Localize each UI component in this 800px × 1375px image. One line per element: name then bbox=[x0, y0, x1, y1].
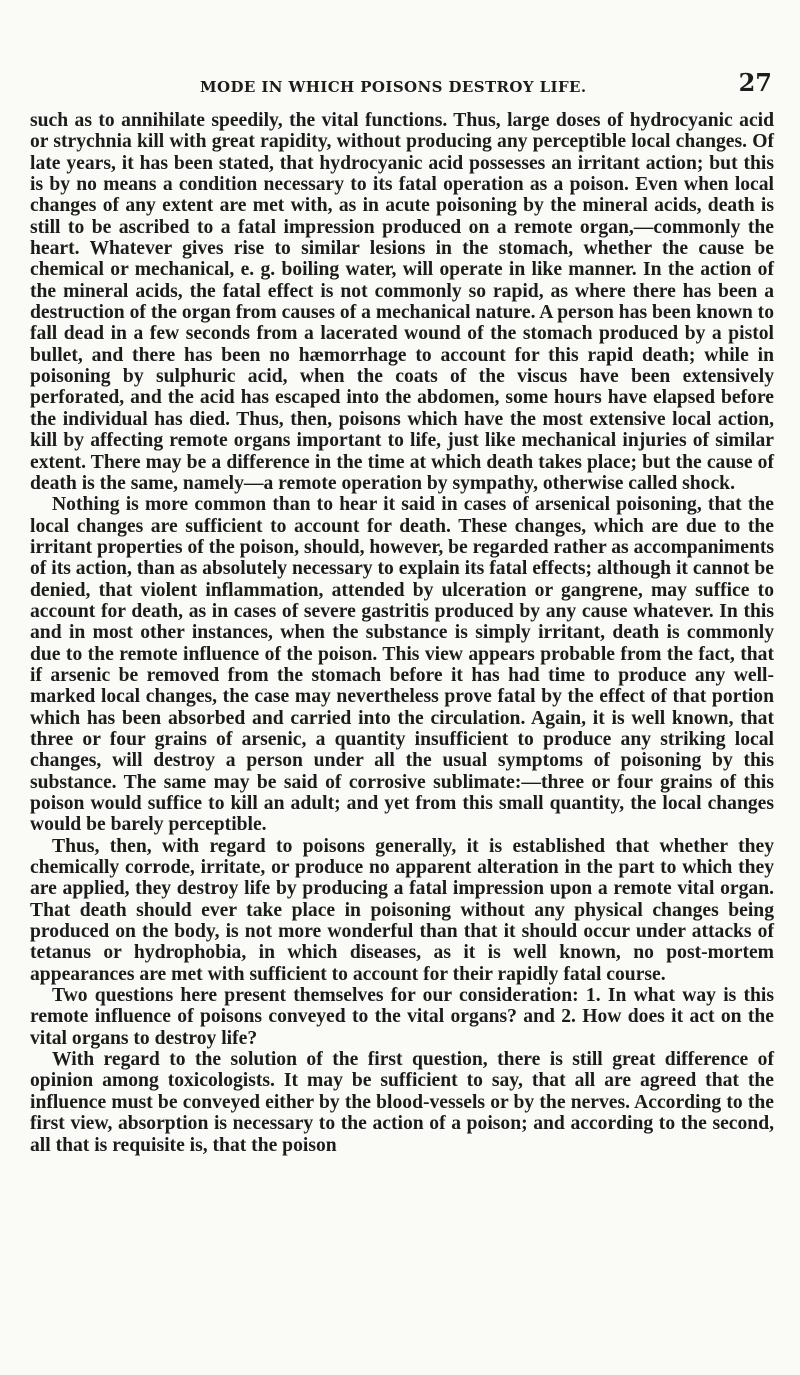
body-text bbox=[30, 110, 774, 1156]
paragraph: Thus, then, with regard to poisons generally, it is established that whether they chemically corrode, irritate, or produce no apparent alteration in the part to which they are applied, they destroy life by producing a fatal impression upon a remote vital organ. That death should ever take place in poisoning without any physical changes being produced on the body, is not more wonderful than that it should occur under attacks of tetanus or hydrophobia, in which diseases, as it is well known, no post-mortem appearances are met with sufficient to account for their rapidly fatal course. bbox=[30, 835, 774, 985]
running-title: MODE IN WHICH POISONS DESTROY LIFE. bbox=[200, 78, 587, 96]
paragraph: With regard to the solution of the first question, there is still great difference of opinion among toxicologists. It may be sufficient to say, that all are agreed that the influence must be conveyed either by the blood-vessels or by the nerves. According to the first view, absorption is necessary to the action of a poison; and according to the second, all that is requisite is, that the poison bbox=[30, 1049, 774, 1156]
paragraph: Two questions here present themselves for our consideration: 1. In what way is this remote influence of poisons conveyed to the vital organs? and 2. How does it act on the vital organs to destroy life? bbox=[30, 985, 774, 1049]
paragraph: such as to annihilate speedily, the vital functions. Thus, large doses of hydrocyanic acid or strychnia kill with great rapidity, without producing any perceptible local changes. Of late years, it has been stated, that hydrocyanic acid possesses an irritant action; but this is by no means a condition necessary to its fatal operation as a poison. Even when local changes of any extent are met with, as in acute poisoning by the mineral acids, death is still to be ascribed to a fatal impression produced on a remote organ,—commonly the heart. Whatever gives rise to similar lesions in the stomach, whether the cause be chemical or mechanical, e. g. boiling water, will operate in like manner. In the action of the mineral acids, the fatal effect is not commonly so rapid, as where there has been a destruction of the organ from causes of a mechanical nature. A person has been known to fall dead in a few seconds from a lacerated wound of the stomach produced by a pistol bullet, and there has been no hæmorrhage to account for this rapid death; while in poisoning by sulphuric acid, when the coats of the viscus have been extensively perforated, and the acid has escaped into the abdomen, some hours have elapsed before the individual has died. Thus, then, poisons which have the most extensive local action, kill by affecting remote organs important to life, just like mechanical injuries of similar extent. There may be a difference in the time at which death takes place; but the cause of death is the same, namely—a remote operation by sympathy, otherwise called shock. bbox=[30, 110, 774, 494]
paragraph: Nothing is more common than to hear it said in cases of arsenical poisoning, that the local changes are sufficient to account for death. These changes, which are due to the irritant properties of the poison, should, however, be regarded rather as accompaniments of its action, than as absolutely necessary to explain its fatal effects; although it cannot be denied, that violent inflammation, attended by ulceration or gangrene, may suffice to account for death, as in cases of severe gastritis produced by any cause whatever. In this and in most other instances, when the substance is simply irritant, death is commonly due to the remote influence of the poison. This view appears probable from the fact, that if arsenic be removed from the stomach before it has had time to produce any well-marked local changes, the case may nevertheless prove fatal by the effect of that portion which has been absorbed and carried into the circulation. Again, it is well known, that three or four grains of arsenic, a quantity insufficient to produce any striking local changes, will destroy a person under all the usual symptoms of poisoning by this substance. The same may be said of corrosive sublimate:—three or four grains of this poison would suffice to kill an adult; and yet from this small quantity, the local changes would be barely perceptible. bbox=[30, 494, 774, 836]
page-number: 27 bbox=[738, 68, 772, 97]
running-head bbox=[0, 68, 800, 104]
